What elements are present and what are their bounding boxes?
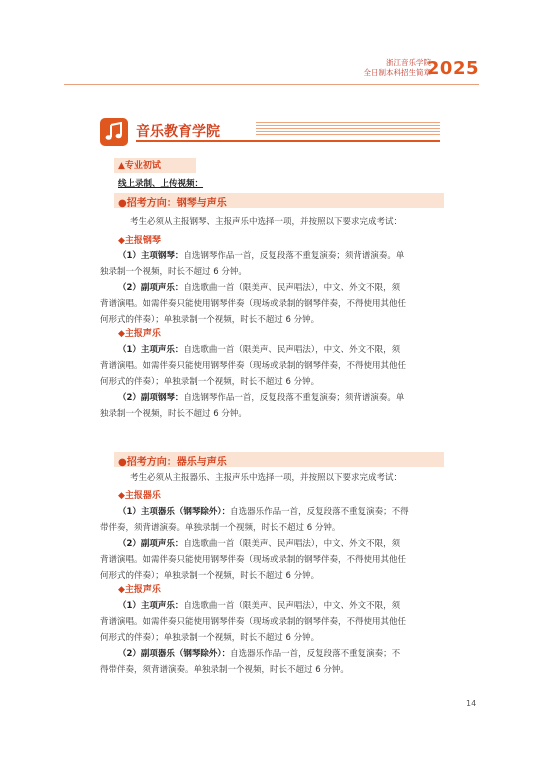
paragraph-line: 何形式的伴奏）；单独录制一个视频，时长不超过 6 分钟。 <box>100 633 320 643</box>
heading-main-piano: ◆主报钢琴 <box>118 236 161 246</box>
paragraph-line: （1）主项声乐：自选歌曲一首（限美声、民声唱法），中文、外文不限，须 <box>118 601 401 611</box>
page-number: 14 <box>466 699 477 708</box>
paragraph-line: （1）主项钢琴：自选钢琴作品一首，反复段落不重复演奏；须背谱演奏。单 <box>118 251 405 261</box>
paragraph-line: 背谱演唱。如需伴奏只能使用钢琴伴奏（现场或录制的钢琴伴奏，不得使用其他任 <box>100 361 407 371</box>
exam-method: 线上录制、上传视频： <box>118 179 204 189</box>
heading-main-instrument: ◆主报器乐 <box>118 491 161 501</box>
paragraph-line: （2）副项声乐：自选歌曲一首（限美声、民声唱法），中文、外文不限，须 <box>118 283 401 293</box>
paragraph-line: （2）副项器乐（钢琴除外）：自选器乐作品一首，反复段落不重复演奏；不 <box>118 649 401 659</box>
paragraph-line: 得带伴奏，须背谱演奏。单独录制一个视频，时长不超过 6 分钟。 <box>100 665 349 675</box>
paragraph-line: 何形式的伴奏）；单独录制一个视频，时长不超过 6 分钟。 <box>100 571 320 581</box>
section-title: 音乐教育学院 <box>136 124 220 140</box>
paragraph-line: （1）主项器乐（钢琴除外）：自选器乐作品一首，反复段落不重复演奏；不得 <box>118 507 409 517</box>
music-note-icon <box>100 118 128 146</box>
paragraph-line: （2）副项钢琴：自选钢琴作品一首，反复段落不重复演奏；须背谱演奏。单 <box>118 393 405 403</box>
header-year: 2025 <box>426 58 479 79</box>
paragraph-line: 何形式的伴奏）；单独录制一个视频，时长不超过 6 分钟。 <box>100 315 320 325</box>
paragraph-line: （2）副项声乐：自选歌曲一首（限美声、民声唱法），中文、外文不限，须 <box>118 539 401 549</box>
banner-stripes <box>256 122 440 137</box>
header-subtitle: 全日制本科招生简章 <box>363 68 431 77</box>
intro-text: 考生必须从主报器乐、主报声乐中选择一项，并按照以下要求完成考试： <box>130 473 403 483</box>
heading-main-voice: ◆主报声乐 <box>118 329 161 339</box>
paragraph-line: 背谱演唱。如需伴奏只能使用钢琴伴奏（现场或录制的钢琴伴奏，不得使用其他任 <box>100 299 407 309</box>
paragraph-line: 独录制一个视频，时长不超过 6 分钟。 <box>100 267 247 277</box>
heading-main-voice: ◆主报声乐 <box>118 585 161 595</box>
section-banner <box>100 118 440 146</box>
paragraph-line: 带伴奏，须背谱演奏。单独录制一个视频，时长不超过 6 分钟。 <box>100 523 341 533</box>
intro-text: 考生必须从主报钢琴、主报声乐中选择一项，并按照以下要求完成考试： <box>130 217 403 227</box>
header-school: 浙江音乐学院 <box>386 58 431 67</box>
paragraph-line: 背谱演唱。如需伴奏只能使用钢琴伴奏（现场或录制的钢琴伴奏，不得使用其他任 <box>100 555 407 565</box>
paragraph-line: 独录制一个视频，时长不超过 6 分钟。 <box>100 409 247 419</box>
direction-instrument-voice: ●招考方向：器乐与声乐 <box>118 457 227 468</box>
paragraph-line: （1）主项声乐：自选歌曲一首（限美声、民声唱法），中文、外文不限，须 <box>118 345 401 355</box>
banner-rule <box>136 140 440 142</box>
exam-stage: ▲专业初试 <box>118 161 161 171</box>
direction-piano-voice: ●招考方向：钢琴与声乐 <box>118 198 227 209</box>
header-divider <box>64 84 479 85</box>
paragraph-line: 何形式的伴奏）；单独录制一个视频，时长不超过 6 分钟。 <box>100 377 320 387</box>
paragraph-line: 背谱演唱。如需伴奏只能使用钢琴伴奏（现场或录制的钢琴伴奏，不得使用其他任 <box>100 617 407 627</box>
header-text <box>364 58 432 78</box>
